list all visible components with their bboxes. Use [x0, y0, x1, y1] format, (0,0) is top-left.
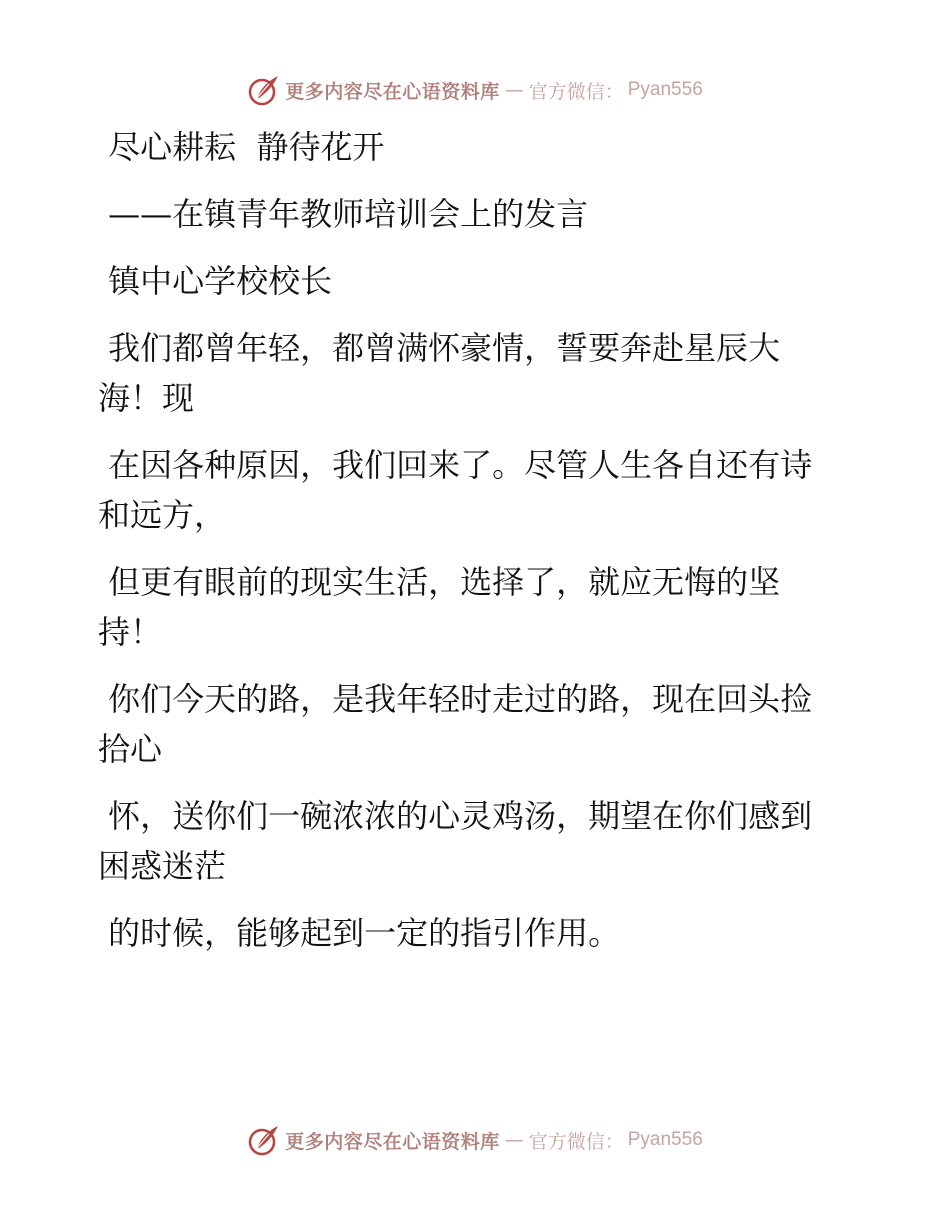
- footer-banner-inner: [247, 1123, 703, 1157]
- banner-main-text: 更多内容尽在心语资料库: [285, 1130, 500, 1153]
- document-body: [98, 122, 833, 975]
- header-banner-inner: [247, 73, 703, 107]
- banner-wechat-id: Pyan556: [627, 1129, 703, 1150]
- document-title: 尽心耕耘 静待花开: [98, 128, 385, 166]
- quill-logo-icon: [247, 1123, 281, 1157]
- banner-separator: —: [504, 1129, 524, 1151]
- quill-logo-icon: [247, 73, 281, 107]
- banner-wechat-label: 官方微信：: [528, 1130, 624, 1153]
- banner-wechat-id: Pyan556: [627, 79, 703, 100]
- banner-wechat-label: 官方微信：: [528, 80, 624, 103]
- paragraph: 在因各种原因，我们回来了。尽管人生各自还有诗和远方，: [98, 446, 813, 534]
- banner-separator: —: [504, 79, 524, 101]
- paragraph: 怀，送你们一碗浓浓的心灵鸡汤，期望在你们感到困惑迷茫: [98, 797, 813, 885]
- header-banner: [0, 70, 950, 110]
- paragraph: 的时候，能够起到一定的指引作用。: [98, 914, 621, 952]
- banner-main-text: 更多内容尽在心语资料库: [285, 80, 500, 103]
- paragraph: 我们都曾年轻，都曾满怀豪情，誓要奔赴星辰大海！现: [98, 329, 781, 417]
- footer-banner: [0, 1120, 950, 1160]
- paragraph: 但更有眼前的现实生活，选择了，就应无悔的坚持！: [98, 563, 781, 651]
- paragraph: 你们今天的路，是我年轻时走过的路，现在回头捡拾心: [98, 680, 813, 768]
- document-subtitle: ——在镇青年教师培训会上的发言: [98, 195, 589, 233]
- document-author: 镇中心学校校长: [98, 262, 333, 300]
